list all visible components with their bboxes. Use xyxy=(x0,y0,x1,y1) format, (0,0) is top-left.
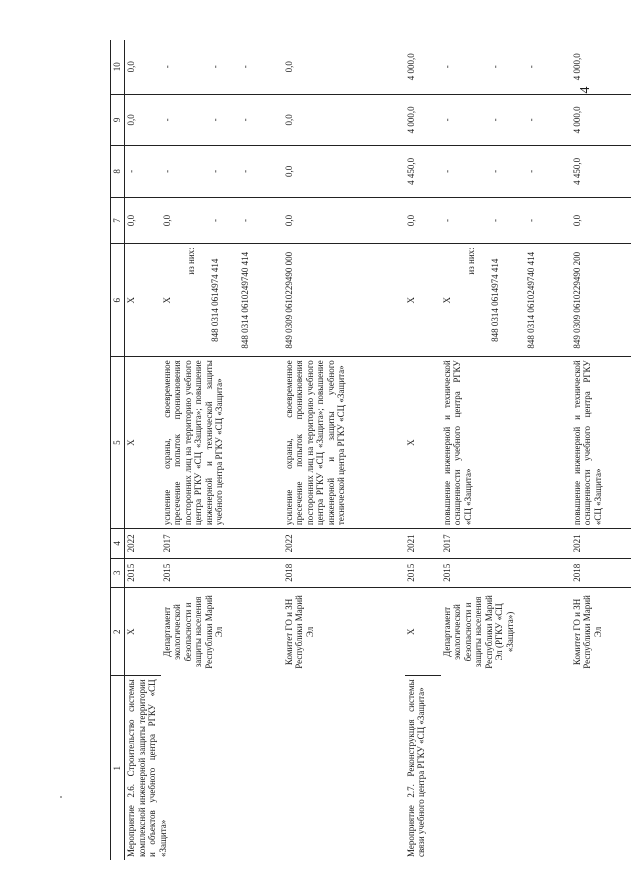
start-year-cell: 2018 xyxy=(283,558,405,587)
value-cell xyxy=(161,146,283,198)
kbk-line: 848 0314 0614974 414 xyxy=(209,258,220,342)
header-cell: 4 xyxy=(111,529,125,558)
page-number: 4 xyxy=(578,86,593,94)
value-line: - xyxy=(525,169,536,173)
table-row xyxy=(405,40,441,860)
value-cell: 0,0 xyxy=(405,197,441,244)
executor-cell: Департамент экологической безопасности и защиты населения Республики Марий Эл xyxy=(161,595,225,669)
value-cell: 0,0 xyxy=(125,197,161,244)
executor-cell: Комитет ГО и ЗН Республики Марий Эл xyxy=(283,595,315,669)
program-measures-table xyxy=(110,40,631,860)
value-cell: 4 450,0 xyxy=(571,146,631,198)
value-cell: 4 450,0 xyxy=(405,146,441,198)
value-line: - xyxy=(239,219,250,223)
kbk-cell: X xyxy=(405,244,441,357)
result-cell: повышение инженерной и технической оснащенности учебного центра РГКУ «СЦ «Защита» xyxy=(441,357,571,529)
value-line: - xyxy=(161,65,172,69)
value-cell: 0,0 xyxy=(283,146,405,198)
result-cell: повышение инженерной и технической оснащенности учебного центра РГКУ «СЦ «Защита» xyxy=(571,357,631,529)
kbk-cell xyxy=(441,244,571,357)
executor-cell: X xyxy=(125,588,161,676)
start-year-cell: 2015 xyxy=(161,558,283,587)
value-line: - xyxy=(441,169,452,173)
kbk-line: из них: xyxy=(185,247,196,275)
measure-title: Мероприятие 2.6. Строительство системы комплексной инженерной защиты территории и объектов учебного центра РГКУ «СЦ «Защита» xyxy=(126,679,168,857)
value-cell xyxy=(161,197,283,244)
header-cell: 1 xyxy=(111,676,125,860)
value-line: - xyxy=(239,65,250,69)
value-line: - xyxy=(161,169,172,173)
executor-cell: X xyxy=(405,588,441,676)
value-line: - xyxy=(161,118,172,122)
value-line: - xyxy=(525,118,536,122)
kbk-cell: 849 0309 0610229490 000 xyxy=(283,244,405,357)
header-cell: 2 xyxy=(111,588,125,676)
value-cell: - xyxy=(125,146,161,198)
end-year-cell: 2021 xyxy=(405,529,441,558)
header-cell: 10 xyxy=(111,40,125,94)
result-cell: X xyxy=(405,357,441,529)
end-year-cell: 2021 xyxy=(571,529,631,558)
value-cell xyxy=(441,197,571,244)
result-cell: X xyxy=(125,357,161,529)
value-cell xyxy=(441,40,571,94)
end-year-cell: 2022 xyxy=(283,529,405,558)
value-cell xyxy=(441,146,571,198)
header-cell: 5 xyxy=(111,357,125,529)
executor-cell: Департамент экологической безопасности и защиты населения Республики Марий Эл (РГКУ «СЦ «Защита») xyxy=(441,595,516,669)
kbk-line: X xyxy=(441,297,452,304)
start-year-cell: 2018 xyxy=(571,558,631,587)
value-line: - xyxy=(441,118,452,122)
result-cell: усиление охраны, своевременное пресечение попыток проникновения посторонних лиц на территорию учебного центра РГКУ «СЦ «Защита»; повышение инженерной и защиты учебного технической центра РГКУ «СЦ «Защита» xyxy=(283,357,405,529)
value-line: - xyxy=(489,219,500,223)
value-line: - xyxy=(239,169,250,173)
kbk-line: X xyxy=(161,297,172,304)
measure-title: Мероприятие 2.7. Реконструкция системы связи учебного центра РГКУ «СЦ «Защита» xyxy=(405,679,427,857)
result-cell: усиление охраны, своевременное пресечение попыток проникновения посторонних лиц на территорию учебного центра РГКУ «СЦ «Защита»; повышение инженерной и технической защиты учебного центра РГКУ «СЦ «Защита» xyxy=(161,357,283,529)
kbk-line: 848 0314 0610249740 414 xyxy=(525,251,536,349)
kbk-line: из них: xyxy=(465,247,476,275)
value-line: - xyxy=(441,65,452,69)
header-row xyxy=(111,40,125,860)
kbk-cell xyxy=(161,244,283,357)
kbk-line: 848 0314 0610249740 414 xyxy=(239,251,250,349)
value-cell xyxy=(161,94,283,146)
end-year-cell: 2017 xyxy=(441,529,571,558)
value-cell: 4 000,0 xyxy=(405,40,441,94)
executor-cell: Комитет ГО и ЗН Республики Марий Эл xyxy=(571,595,603,669)
value-cell: 4 000,0 xyxy=(405,94,441,146)
value-cell xyxy=(441,94,571,146)
value-line: - xyxy=(489,169,500,173)
value-line: - xyxy=(441,219,452,223)
start-year-cell: 2015 xyxy=(441,558,571,587)
end-year-cell: 2017 xyxy=(161,529,283,558)
value-cell: 4 000,0 xyxy=(571,40,631,94)
value-cell xyxy=(161,40,283,94)
value-cell: 0,0 xyxy=(125,40,161,94)
value-cell: 0,0 xyxy=(283,197,405,244)
value-line: - xyxy=(239,118,250,122)
end-year-cell: 2022 xyxy=(125,529,161,558)
value-line: - xyxy=(525,65,536,69)
kbk-line: 848 0314 0614974 414 xyxy=(489,258,500,342)
value-line: - xyxy=(209,169,220,173)
header-cell: 9 xyxy=(111,94,125,146)
value-line: 0,0 xyxy=(161,214,172,227)
scan-speck xyxy=(60,796,62,798)
table-row xyxy=(125,40,161,860)
value-cell: 0,0 xyxy=(125,94,161,146)
value-line: - xyxy=(489,118,500,122)
header-cell: 7 xyxy=(111,197,125,244)
value-line: - xyxy=(489,65,500,69)
value-cell: 4 000,0 xyxy=(571,94,631,146)
header-cell: 8 xyxy=(111,146,125,198)
rotated-table-page xyxy=(110,40,603,860)
kbk-cell: X xyxy=(125,244,161,357)
value-line: - xyxy=(209,65,220,69)
value-cell: 0,0 xyxy=(283,40,405,94)
value-cell: 0,0 xyxy=(571,197,631,244)
start-year-cell: 2015 xyxy=(405,558,441,587)
value-cell: 0,0 xyxy=(283,94,405,146)
header-cell: 6 xyxy=(111,244,125,357)
value-line: - xyxy=(525,219,536,223)
value-line: - xyxy=(209,219,220,223)
value-line: - xyxy=(209,118,220,122)
kbk-cell: 849 0309 0610229490 200 xyxy=(571,244,631,357)
start-year-cell: 2015 xyxy=(125,558,161,587)
header-cell: 3 xyxy=(111,558,125,587)
